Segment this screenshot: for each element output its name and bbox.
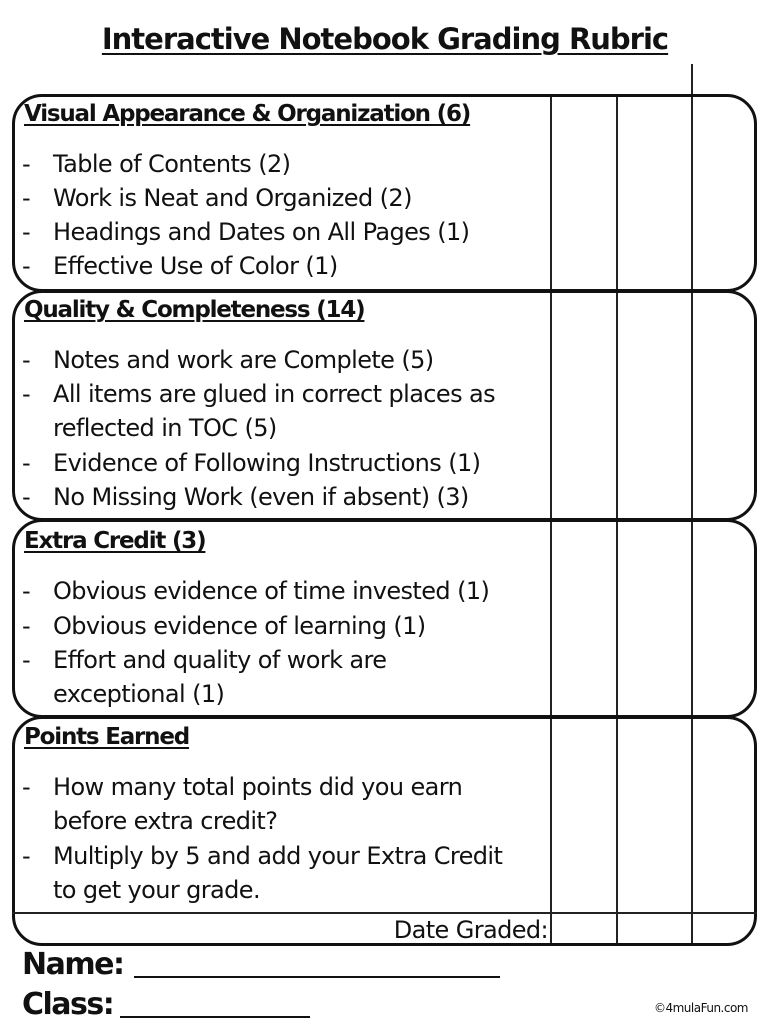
section-heading: Extra Credit (3) [24, 528, 206, 554]
rubric-item: - Work is Neat and Organized (2) [22, 184, 412, 212]
rubric-item: - Effort and quality of work are exceptional (1) [22, 646, 387, 708]
date-graded-divider [12, 912, 757, 914]
page-title: Interactive Notebook Grading Rubric [101, 22, 669, 56]
rubric-item: - Obvious evidence of time invested (1) [22, 577, 490, 605]
rubric-item: - Notes and work are Complete (5) [22, 346, 434, 374]
rubric-item: - Effective Use of Color (1) [22, 252, 338, 280]
name-blank-line[interactable] [134, 976, 500, 978]
class-label: Class: [22, 987, 114, 1022]
rubric-item: - How many total points did you earn before extra credit? [22, 773, 463, 835]
rubric-item: - Multiply by 5 and add your Extra Credit to get your grade. [22, 842, 503, 904]
date-graded-label: Date Graded: [393, 916, 548, 944]
section-heading: Quality & Completeness (14) [24, 297, 365, 323]
rubric-item: - Obvious evidence of learning (1) [22, 612, 426, 640]
copyright-text: ©4mulaFun.com [653, 1001, 748, 1015]
section-heading: Visual Appearance & Organization (6) [24, 101, 471, 127]
name-label: Name: [22, 947, 124, 982]
class-blank-line[interactable] [120, 1016, 310, 1018]
section-heading: Points Earned [24, 724, 190, 750]
rubric-item: - Evidence of Following Instructions (1) [22, 449, 481, 477]
rubric-item: - All items are glued in correct places as reflected in TOC (5) [22, 380, 496, 442]
rubric-item: - Headings and Dates on All Pages (1) [22, 218, 470, 246]
rubric-item: - Table of Contents (2) [22, 150, 291, 178]
rubric-item: - No Missing Work (even if absent) (3) [22, 483, 469, 511]
